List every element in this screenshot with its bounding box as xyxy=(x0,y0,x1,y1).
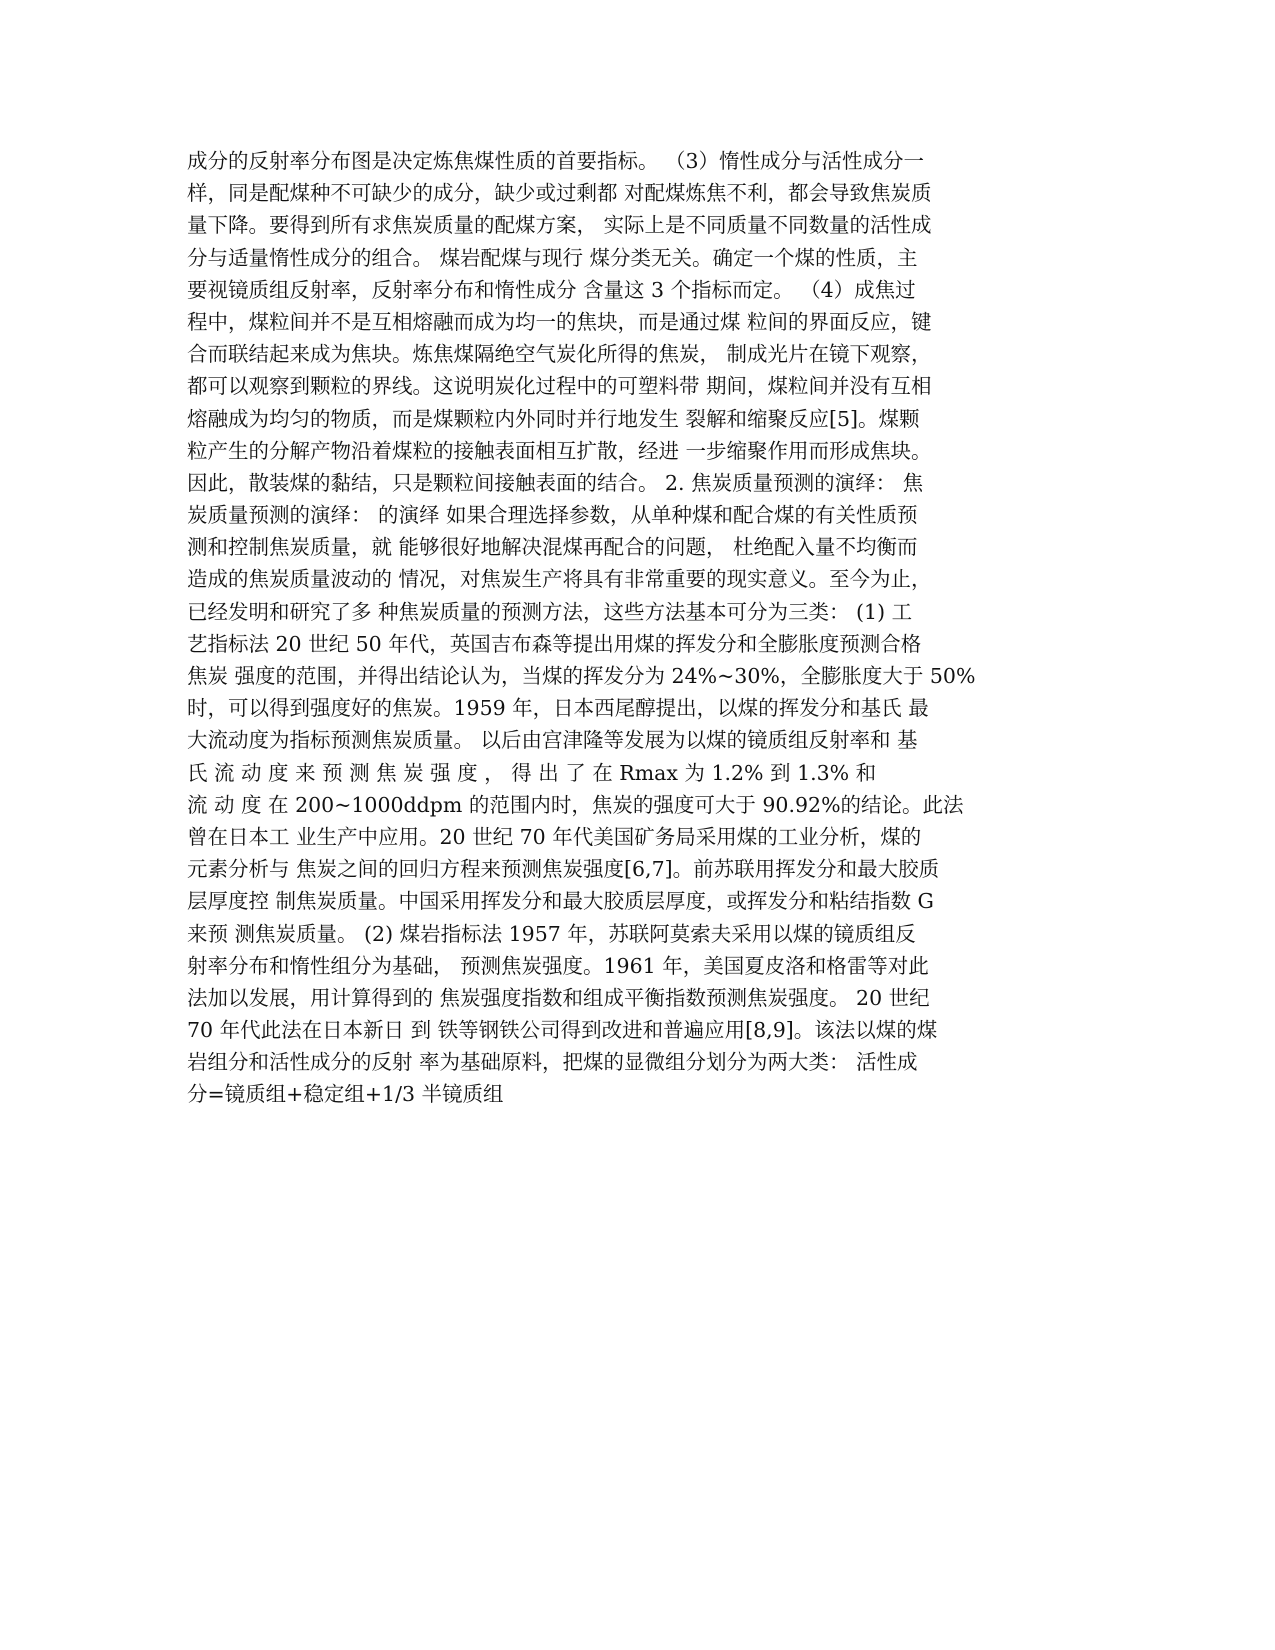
text-line: 层厚度控 制焦炭质量。中国采用挥发分和最大胶质层厚度，或挥发分和粘结指数 G xyxy=(187,889,934,914)
text-line: 炭质量预测的演绎： 的演绎 如果合理选择参数，从单种煤和配合煤的有关性质预 xyxy=(187,503,918,528)
text-line: 要视镜质组反射率，反射率分布和惰性成分 含量这 3 个指标而定。 （4）成焦过 xyxy=(187,277,916,302)
text-line: 测和控制焦炭质量，就 能够很好地解决混煤再配合的问题， 杜绝配入量不均衡而 xyxy=(187,535,918,560)
text-line: 成分的反射率分布图是决定炼焦煤性质的首要指标。 （3）惰性成分与活性成分一 xyxy=(187,149,925,173)
text-line: 氏 流 动 度 来 预 测 焦 炭 强 度 ， 得 出 了 在 Rmax 为 1.2% 到 1.3% 和 xyxy=(187,760,877,785)
text-line: 分与适量惰性成分的组合。 煤岩配煤与现行 煤分类无关。确定一个煤的性质，主 xyxy=(187,245,918,270)
text-line: 已经发明和研究了多 种焦炭质量的预测方法，这些方法基本可分为三类： (1) 工 xyxy=(187,599,913,624)
text-line: 造成的焦炭质量波动的 情况，对焦炭生产将具有非常重要的现实意义。至今为止， xyxy=(187,567,932,592)
text-line: 焦炭 强度的范围，并得出结论认为，当煤的挥发分为 24%~30%，全膨胀度大于 50% xyxy=(187,664,976,688)
text-line: 元素分析与 焦炭之间的回归方程来预测焦炭强度[6,7]。前苏联用挥发分和最大胶质 xyxy=(187,857,940,882)
text-line: 分=镜质组+稳定组+1/3 半镜质组 xyxy=(187,1082,504,1107)
text-line: 射率分布和惰性组分为基础， 预测焦炭强度。1961 年，美国夏皮洛和格雷等对此 xyxy=(187,953,929,978)
text-line: 量下降。要得到所有求焦炭质量的配煤方案， 实际上是不同质量不同数量的活性成 xyxy=(187,213,932,238)
text-line: 岩组分和活性成分的反射 率为基础原料，把煤的显微组分划分为两大类： 活性成 xyxy=(187,1050,918,1075)
text-line: 艺指标法 20 世纪 50 年代，英国吉布森等提出用煤的挥发分和全膨胀度预测合格 xyxy=(187,631,922,656)
body-text xyxy=(187,145,1095,1111)
text-line: 程中，煤粒间并不是互相熔融而成为均一的焦块，而是通过煤 粒间的界面反应，键 xyxy=(187,309,932,334)
text-line: 时，可以得到强度好的焦炭。1959 年，日本西尾醇提出，以煤的挥发分和基氏 最 xyxy=(187,696,929,721)
text-line: 70 年代此法在日本新日 到 铁等钢铁公司得到改进和普遍应用[8,9]。该法以煤的煤 xyxy=(187,1018,938,1043)
text-line: 样，同是配煤种不可缺少的成分，缺少或过剩都 对配煤炼焦不利，都会导致焦炭质 xyxy=(187,181,932,206)
text-line: 因此，散装煤的黏结，只是颗粒间接触表面的结合。 2. 焦炭质量预测的演绎： 焦 xyxy=(187,470,924,495)
text-line: 来预 测焦炭质量。 (2) 煤岩指标法 1957 年，苏联阿莫索夫采用以煤的镜质组反 xyxy=(187,921,916,946)
text-line: 大流动度为指标预测焦炭质量。 以后由宫津隆等发展为以煤的镜质组反射率和 基 xyxy=(187,728,918,753)
text-line: 流 动 度 在 200~1000ddpm 的范围内时，焦炭的强度可大于 90.92%的结论。此法 xyxy=(187,792,964,817)
text-line: 熔融成为均匀的物质，而是煤颗粒内外同时并行地发生 裂解和缩聚反应[5]。煤颗 xyxy=(187,406,920,431)
text-line: 粒产生的分解产物沿着煤粒的接触表面相互扩散，经进 一步缩聚作用而形成焦块。 xyxy=(187,438,932,463)
text-line: 都可以观察到颗粒的界线。这说明炭化过程中的可塑料带 期间，煤粒间并没有互相 xyxy=(187,374,932,399)
text-line: 曾在日本工 业生产中应用。20 世纪 70 年代美国矿务局采用煤的工业分析，煤的 xyxy=(187,824,922,849)
text-line: 法加以发展，用计算得到的 焦炭强度指数和组成平衡指数预测焦炭强度。 20 世纪 xyxy=(187,985,930,1010)
text-line: 合而联结起来成为焦块。炼焦煤隔绝空气炭化所得的焦炭， 制成光片在镜下观察， xyxy=(187,342,932,367)
